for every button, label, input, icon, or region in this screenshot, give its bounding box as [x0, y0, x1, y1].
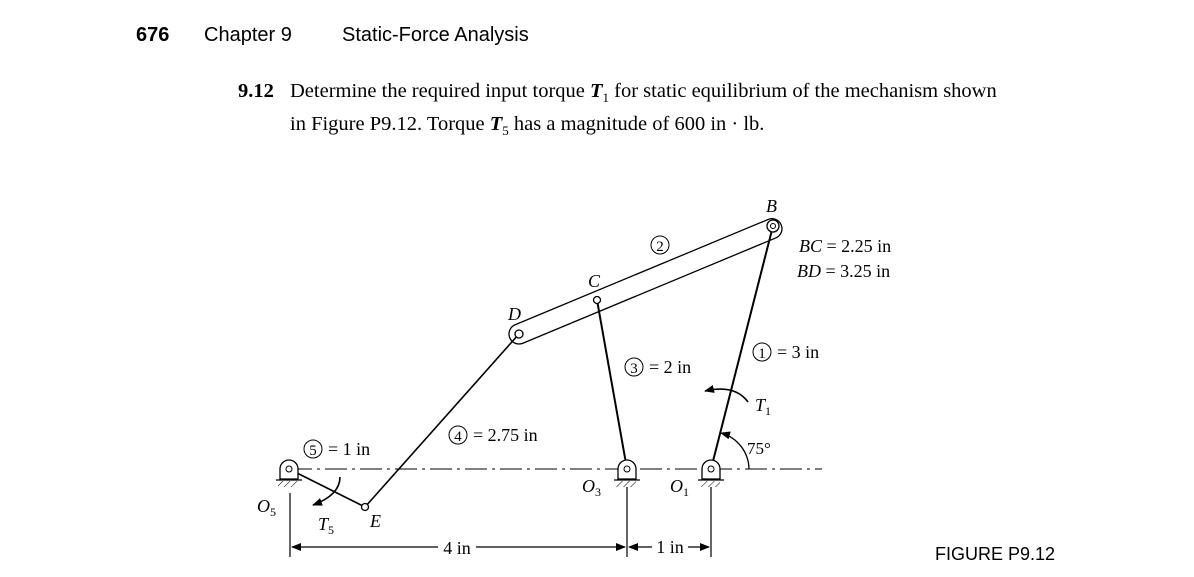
link-4-number: 4	[454, 429, 462, 445]
chapter-label: Chapter 9	[204, 24, 292, 46]
joint-D	[515, 330, 523, 338]
link-2-bar	[506, 216, 785, 347]
link-1-number: 1	[758, 346, 766, 362]
torque-T1-arrow	[705, 389, 748, 402]
angle-arc	[721, 433, 749, 469]
ground-pivot-O1	[698, 460, 724, 487]
ground-pivot-O3	[614, 460, 640, 487]
label-O3: $O_3$	[582, 476, 601, 499]
dim-label-4in: 4 in	[443, 538, 471, 558]
link-3-number: 3	[630, 361, 638, 377]
chapter-title: Static-Force Analysis	[342, 24, 529, 46]
link-4-length: = 2.75 in	[473, 425, 538, 445]
link-1-label	[753, 342, 819, 362]
link-1-length: = 3 in	[777, 342, 820, 362]
label-O1: $O_1$	[670, 476, 689, 499]
problem-text-part: for static equilibrium of the mechanism shown	[609, 80, 997, 102]
length-BC: BC = 2.25 in	[799, 236, 892, 256]
t5-subscript: 5	[502, 123, 509, 139]
link-2-label	[651, 236, 669, 255]
label-D: D	[508, 304, 521, 324]
problem-text-part: in Figure P9.12. Torque	[290, 113, 490, 136]
joint-E	[362, 504, 369, 511]
t5-letter: T	[489, 113, 503, 136]
link-5	[289, 469, 365, 507]
problem-text-part: has a magnitude of 600 in · lb.	[508, 113, 765, 136]
t1-letter: T	[590, 80, 603, 102]
link-4-label	[449, 425, 538, 445]
label-O5: $O_5$	[257, 496, 276, 519]
torque-T5-arrow	[313, 477, 340, 505]
link-4	[365, 334, 519, 507]
link-5-length: = 1 in	[328, 439, 371, 459]
link-3-length: = 2 in	[649, 357, 692, 377]
torque-T5-label: $T_5$	[318, 514, 335, 537]
link-2-number: 2	[656, 239, 664, 255]
link-3-label	[625, 357, 691, 377]
label-C: C	[588, 271, 601, 291]
link-5-number: 5	[309, 443, 317, 459]
angle-label: 75°	[747, 439, 771, 458]
link-5-label	[304, 439, 370, 459]
label-B: B	[766, 196, 777, 216]
problem-number: 9.12	[238, 80, 274, 102]
figure-caption: FIGURE P9.12	[935, 544, 1056, 564]
problem-text-part: Determine the required input torque	[290, 80, 590, 102]
t1-subscript: 1	[602, 90, 610, 106]
dim-label-1in: 1 in	[656, 537, 684, 557]
label-E: E	[370, 511, 381, 531]
joint-B	[767, 220, 779, 232]
link-3	[597, 300, 627, 469]
page-number: 676	[136, 24, 170, 46]
joint-C	[594, 297, 601, 304]
torque-T1-label: $T_1$	[755, 395, 772, 418]
ground-pivot-O5	[276, 460, 302, 487]
length-BD: BD = 3.25 in	[797, 261, 891, 281]
